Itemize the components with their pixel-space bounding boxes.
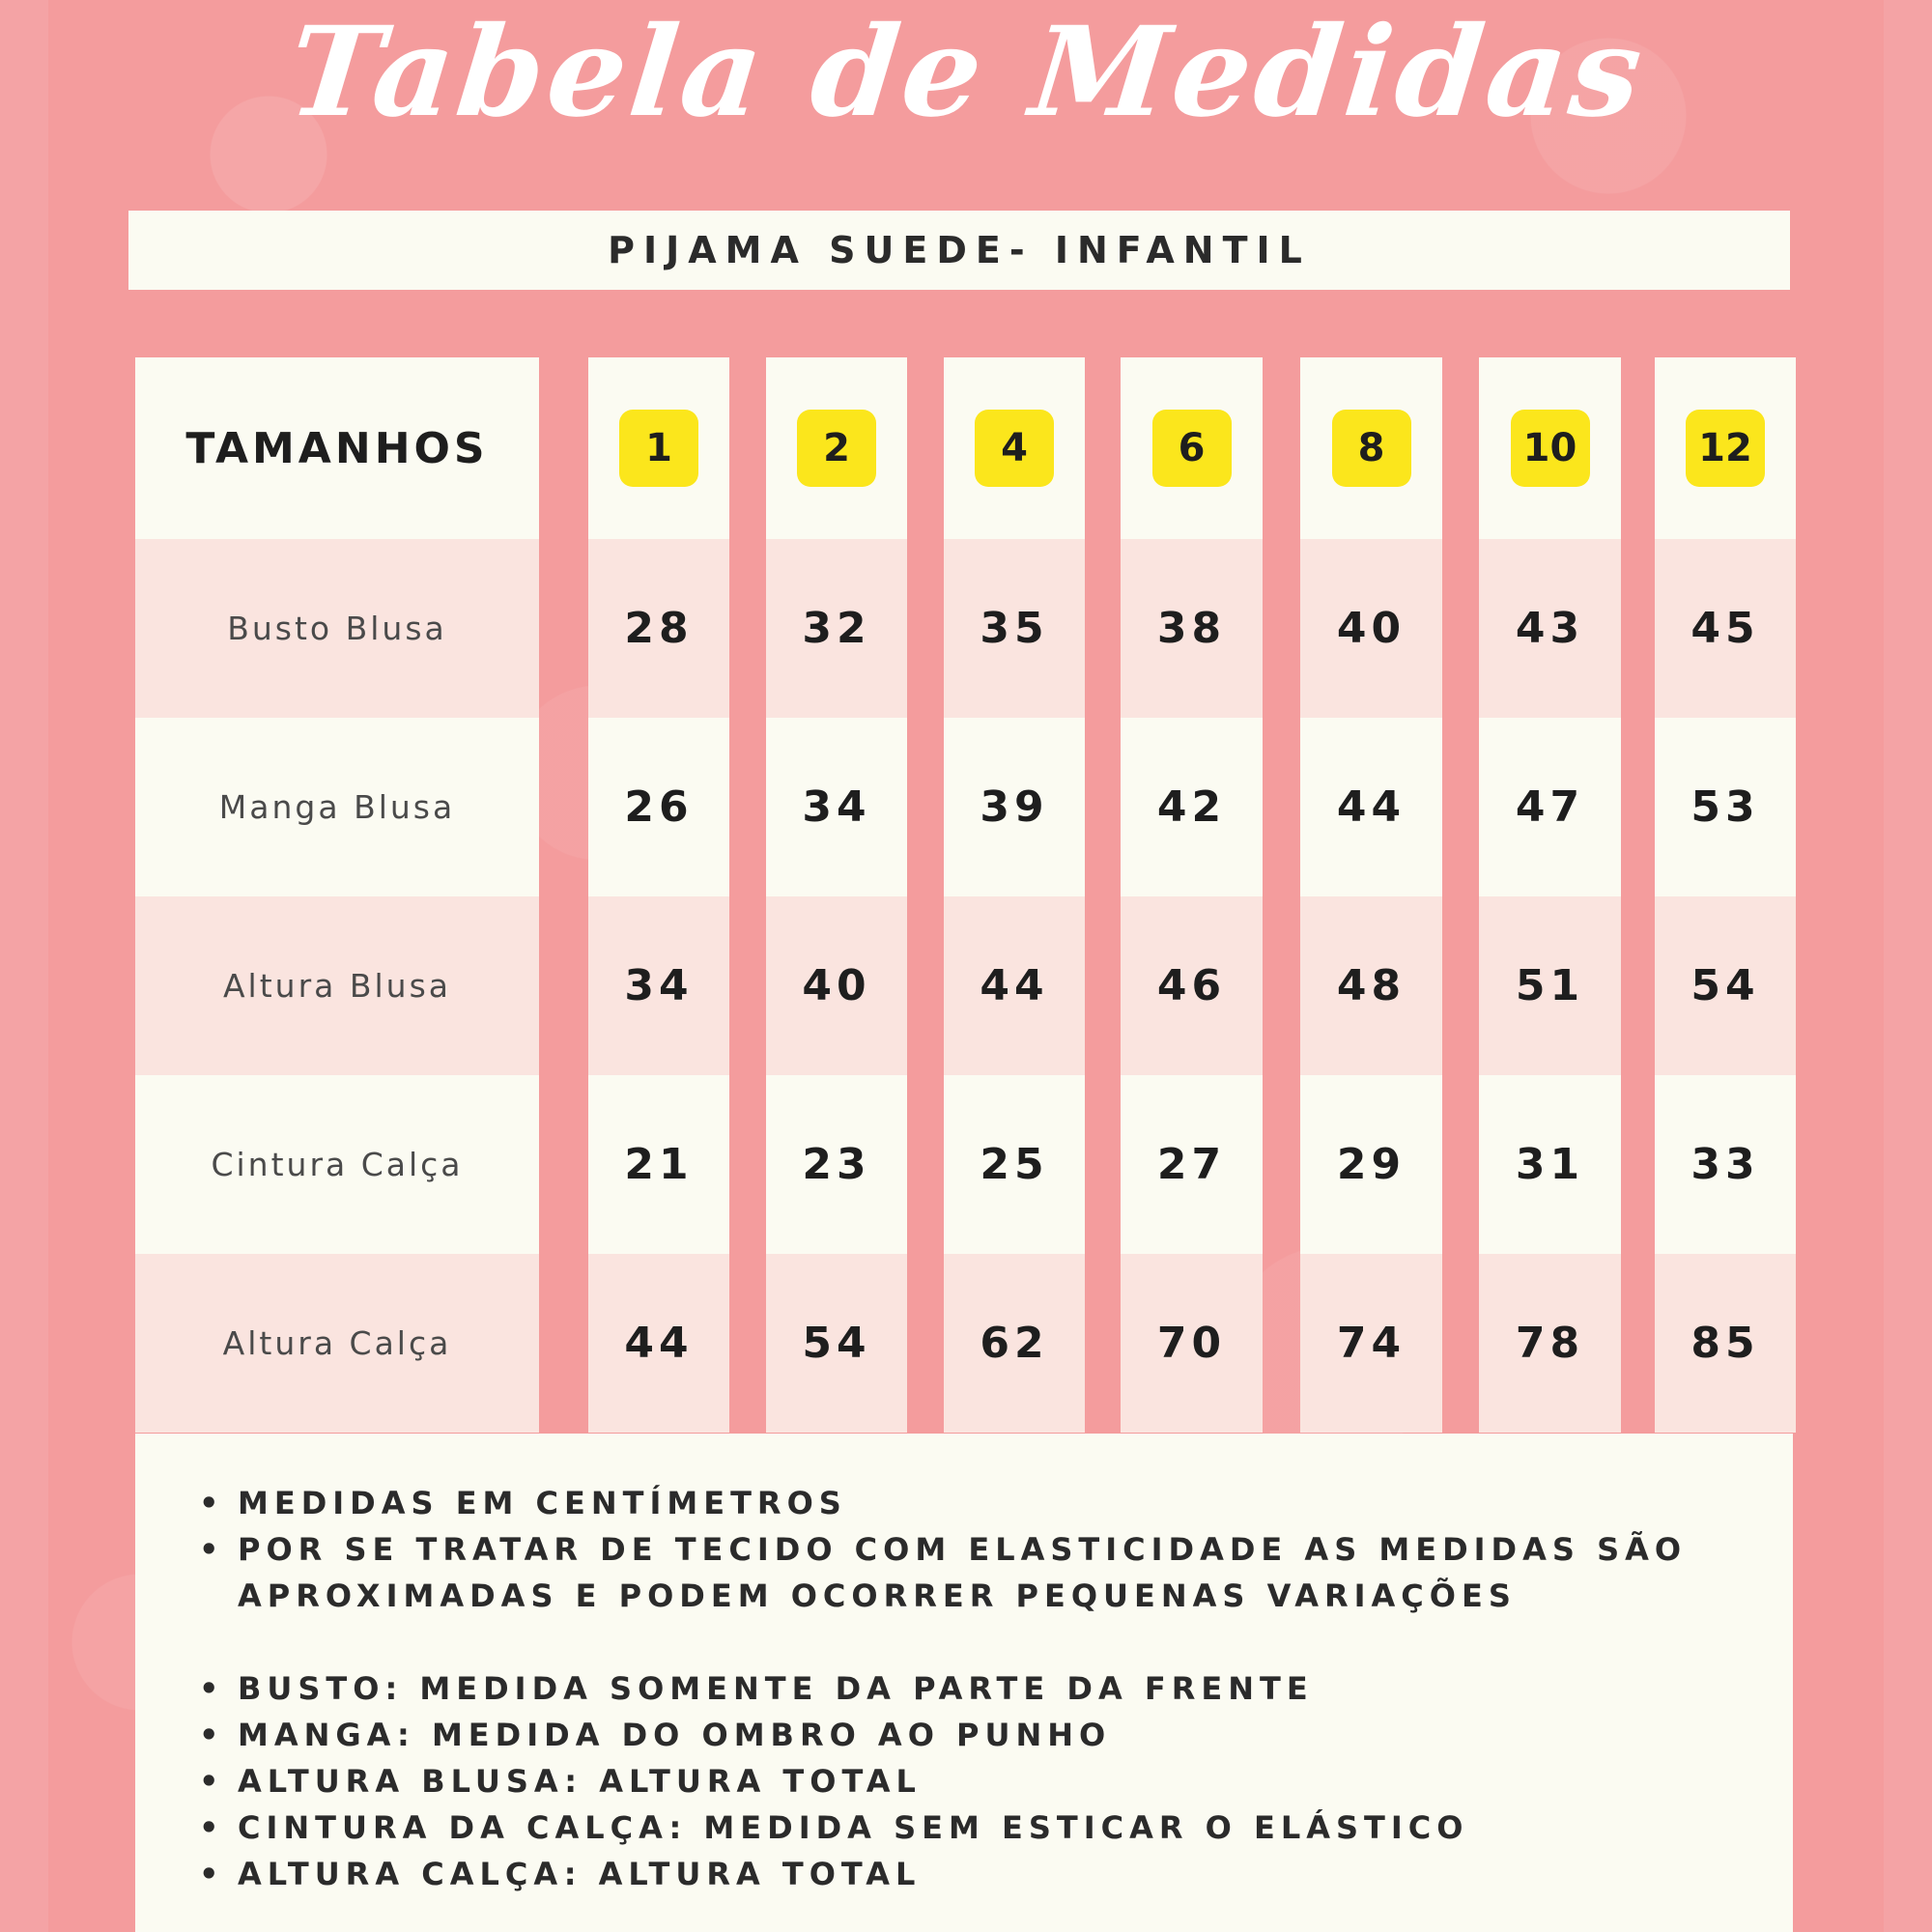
table-cell <box>1479 1075 1621 1254</box>
notes-panel <box>135 1434 1793 1932</box>
measurement-value: 45 <box>1690 604 1760 653</box>
product-subtitle-bar <box>128 211 1790 290</box>
size-badge: 12 <box>1686 410 1765 487</box>
table-cell <box>1300 896 1442 1075</box>
table-cell <box>588 1075 729 1254</box>
size-header-cell <box>1121 357 1263 539</box>
size-badge: 4 <box>975 410 1054 487</box>
measurement-value: 29 <box>1336 1140 1406 1189</box>
measurement-value: 33 <box>1690 1140 1760 1189</box>
size-column <box>766 357 907 1434</box>
size-header-cell <box>1300 357 1442 539</box>
table-cell <box>766 1254 907 1433</box>
size-column <box>1479 357 1621 1434</box>
measurement-value: 26 <box>624 782 694 832</box>
table-cell <box>1655 1075 1796 1254</box>
table-cell <box>1479 896 1621 1075</box>
table-cell <box>1121 1075 1263 1254</box>
size-header-cell <box>1655 357 1796 539</box>
row-label-cell <box>135 1075 539 1254</box>
page-title: Tabela de Medidas <box>282 0 1653 145</box>
note-item: • POR SE TRATAR DE TECIDO COM ELASTICIDADE AS MEDIDAS SÃO APROXIMADAS E PODEM OCORRER PEQUENAS VARIAÇÕES <box>199 1526 1793 1619</box>
product-subtitle: PIJAMA SUEDE- INFANTIL <box>608 229 1311 271</box>
row-label: Manga Blusa <box>218 788 456 826</box>
row-label-cell <box>135 896 539 1075</box>
measurement-value: 54 <box>802 1319 871 1368</box>
measurement-value: 25 <box>980 1140 1049 1189</box>
notes-spacer <box>199 1619 1793 1665</box>
measurement-value: 31 <box>1515 1140 1585 1189</box>
table-cell <box>1121 539 1263 718</box>
measurement-value: 70 <box>1156 1319 1227 1368</box>
measurement-value: 34 <box>802 782 871 832</box>
row-label: Altura Calça <box>222 1324 452 1362</box>
table-cell <box>1300 718 1442 896</box>
table-cell <box>1655 896 1796 1075</box>
size-column <box>588 357 729 1434</box>
table-cell <box>1300 539 1442 718</box>
table-cell <box>1300 1075 1442 1254</box>
header-label: TAMANHOS <box>185 423 489 473</box>
size-header-cell <box>588 357 729 539</box>
size-badge: 8 <box>1332 410 1411 487</box>
measurement-value: 40 <box>802 961 871 1010</box>
size-column <box>1121 357 1263 1434</box>
measurement-value: 43 <box>1515 604 1585 653</box>
measurement-value: 44 <box>980 961 1049 1010</box>
table-cell <box>1655 539 1796 718</box>
table-cell <box>1655 1254 1796 1433</box>
measurement-value: 44 <box>1336 782 1406 832</box>
table-cell <box>766 539 907 718</box>
measurement-value: 28 <box>624 604 694 653</box>
table-cell <box>588 896 729 1075</box>
row-label-cell <box>135 718 539 896</box>
measurement-value: 39 <box>980 782 1049 832</box>
row-label-cell <box>135 539 539 718</box>
note-item: • MANGA: MEDIDA DO OMBRO AO PUNHO <box>199 1712 1793 1758</box>
size-header-cell <box>766 357 907 539</box>
measurement-value: 85 <box>1690 1319 1760 1368</box>
measurement-value: 53 <box>1690 782 1760 832</box>
size-badge: 2 <box>797 410 876 487</box>
header-cell-tamanhos <box>135 357 539 539</box>
column-labels <box>135 357 539 1434</box>
size-header-cell <box>1479 357 1621 539</box>
table-cell <box>944 1254 1085 1433</box>
table-cell <box>944 539 1085 718</box>
note-item: • ALTURA CALÇA: ALTURA TOTAL <box>199 1851 1793 1897</box>
table-cell <box>588 1254 729 1433</box>
size-badge: 1 <box>619 410 698 487</box>
note-item: • BUSTO: MEDIDA SOMENTE DA PARTE DA FRENTE <box>199 1665 1793 1712</box>
table-cell <box>1300 1254 1442 1433</box>
measurement-value: 42 <box>1156 782 1227 832</box>
notes-group-definitions <box>199 1665 1793 1897</box>
table-cell <box>1121 896 1263 1075</box>
table-cell <box>588 539 729 718</box>
table-cell <box>588 718 729 896</box>
size-column <box>944 357 1085 1434</box>
note-item: • ALTURA BLUSA: ALTURA TOTAL <box>199 1758 1793 1804</box>
measurement-value: 74 <box>1336 1319 1406 1368</box>
measurement-value: 35 <box>980 604 1049 653</box>
measurement-value: 48 <box>1336 961 1406 1010</box>
table-cell <box>1479 1254 1621 1433</box>
row-label: Busto Blusa <box>227 610 447 647</box>
measurement-value: 21 <box>624 1140 694 1189</box>
measurement-value: 51 <box>1515 961 1585 1010</box>
measurement-value: 23 <box>802 1140 871 1189</box>
note-item: • MEDIDAS EM CENTÍMETROS <box>199 1480 1793 1526</box>
table-cell <box>944 896 1085 1075</box>
measurement-value: 40 <box>1336 604 1406 653</box>
table-cell <box>1121 1254 1263 1433</box>
table-cell <box>944 718 1085 896</box>
size-badge: 6 <box>1152 410 1232 487</box>
measurement-value: 47 <box>1515 782 1585 832</box>
table-cell <box>1121 718 1263 896</box>
measurement-value: 78 <box>1515 1319 1585 1368</box>
measurement-value: 44 <box>624 1319 694 1368</box>
table-cell <box>1655 718 1796 896</box>
row-label: Cintura Calça <box>211 1146 464 1183</box>
table-cell <box>766 1075 907 1254</box>
measurement-value: 27 <box>1156 1140 1227 1189</box>
table-cell <box>1479 718 1621 896</box>
size-column <box>1655 357 1796 1434</box>
size-column <box>1300 357 1442 1434</box>
measurement-value: 34 <box>624 961 694 1010</box>
table-cell <box>1479 539 1621 718</box>
size-header-cell <box>944 357 1085 539</box>
measurement-value: 46 <box>1156 961 1227 1010</box>
measurement-value: 38 <box>1156 604 1227 653</box>
table-cell <box>944 1075 1085 1254</box>
table-cell <box>766 718 907 896</box>
table-cell <box>766 896 907 1075</box>
size-badge: 10 <box>1511 410 1590 487</box>
measurement-value: 32 <box>802 604 871 653</box>
notes-group-general <box>199 1480 1793 1619</box>
measurement-value: 54 <box>1690 961 1760 1010</box>
note-item: • CINTURA DA CALÇA: MEDIDA SEM ESTICAR O ELÁSTICO <box>199 1804 1793 1851</box>
row-label: Altura Blusa <box>222 967 451 1005</box>
row-label-cell <box>135 1254 539 1433</box>
measurement-value: 62 <box>980 1319 1049 1368</box>
